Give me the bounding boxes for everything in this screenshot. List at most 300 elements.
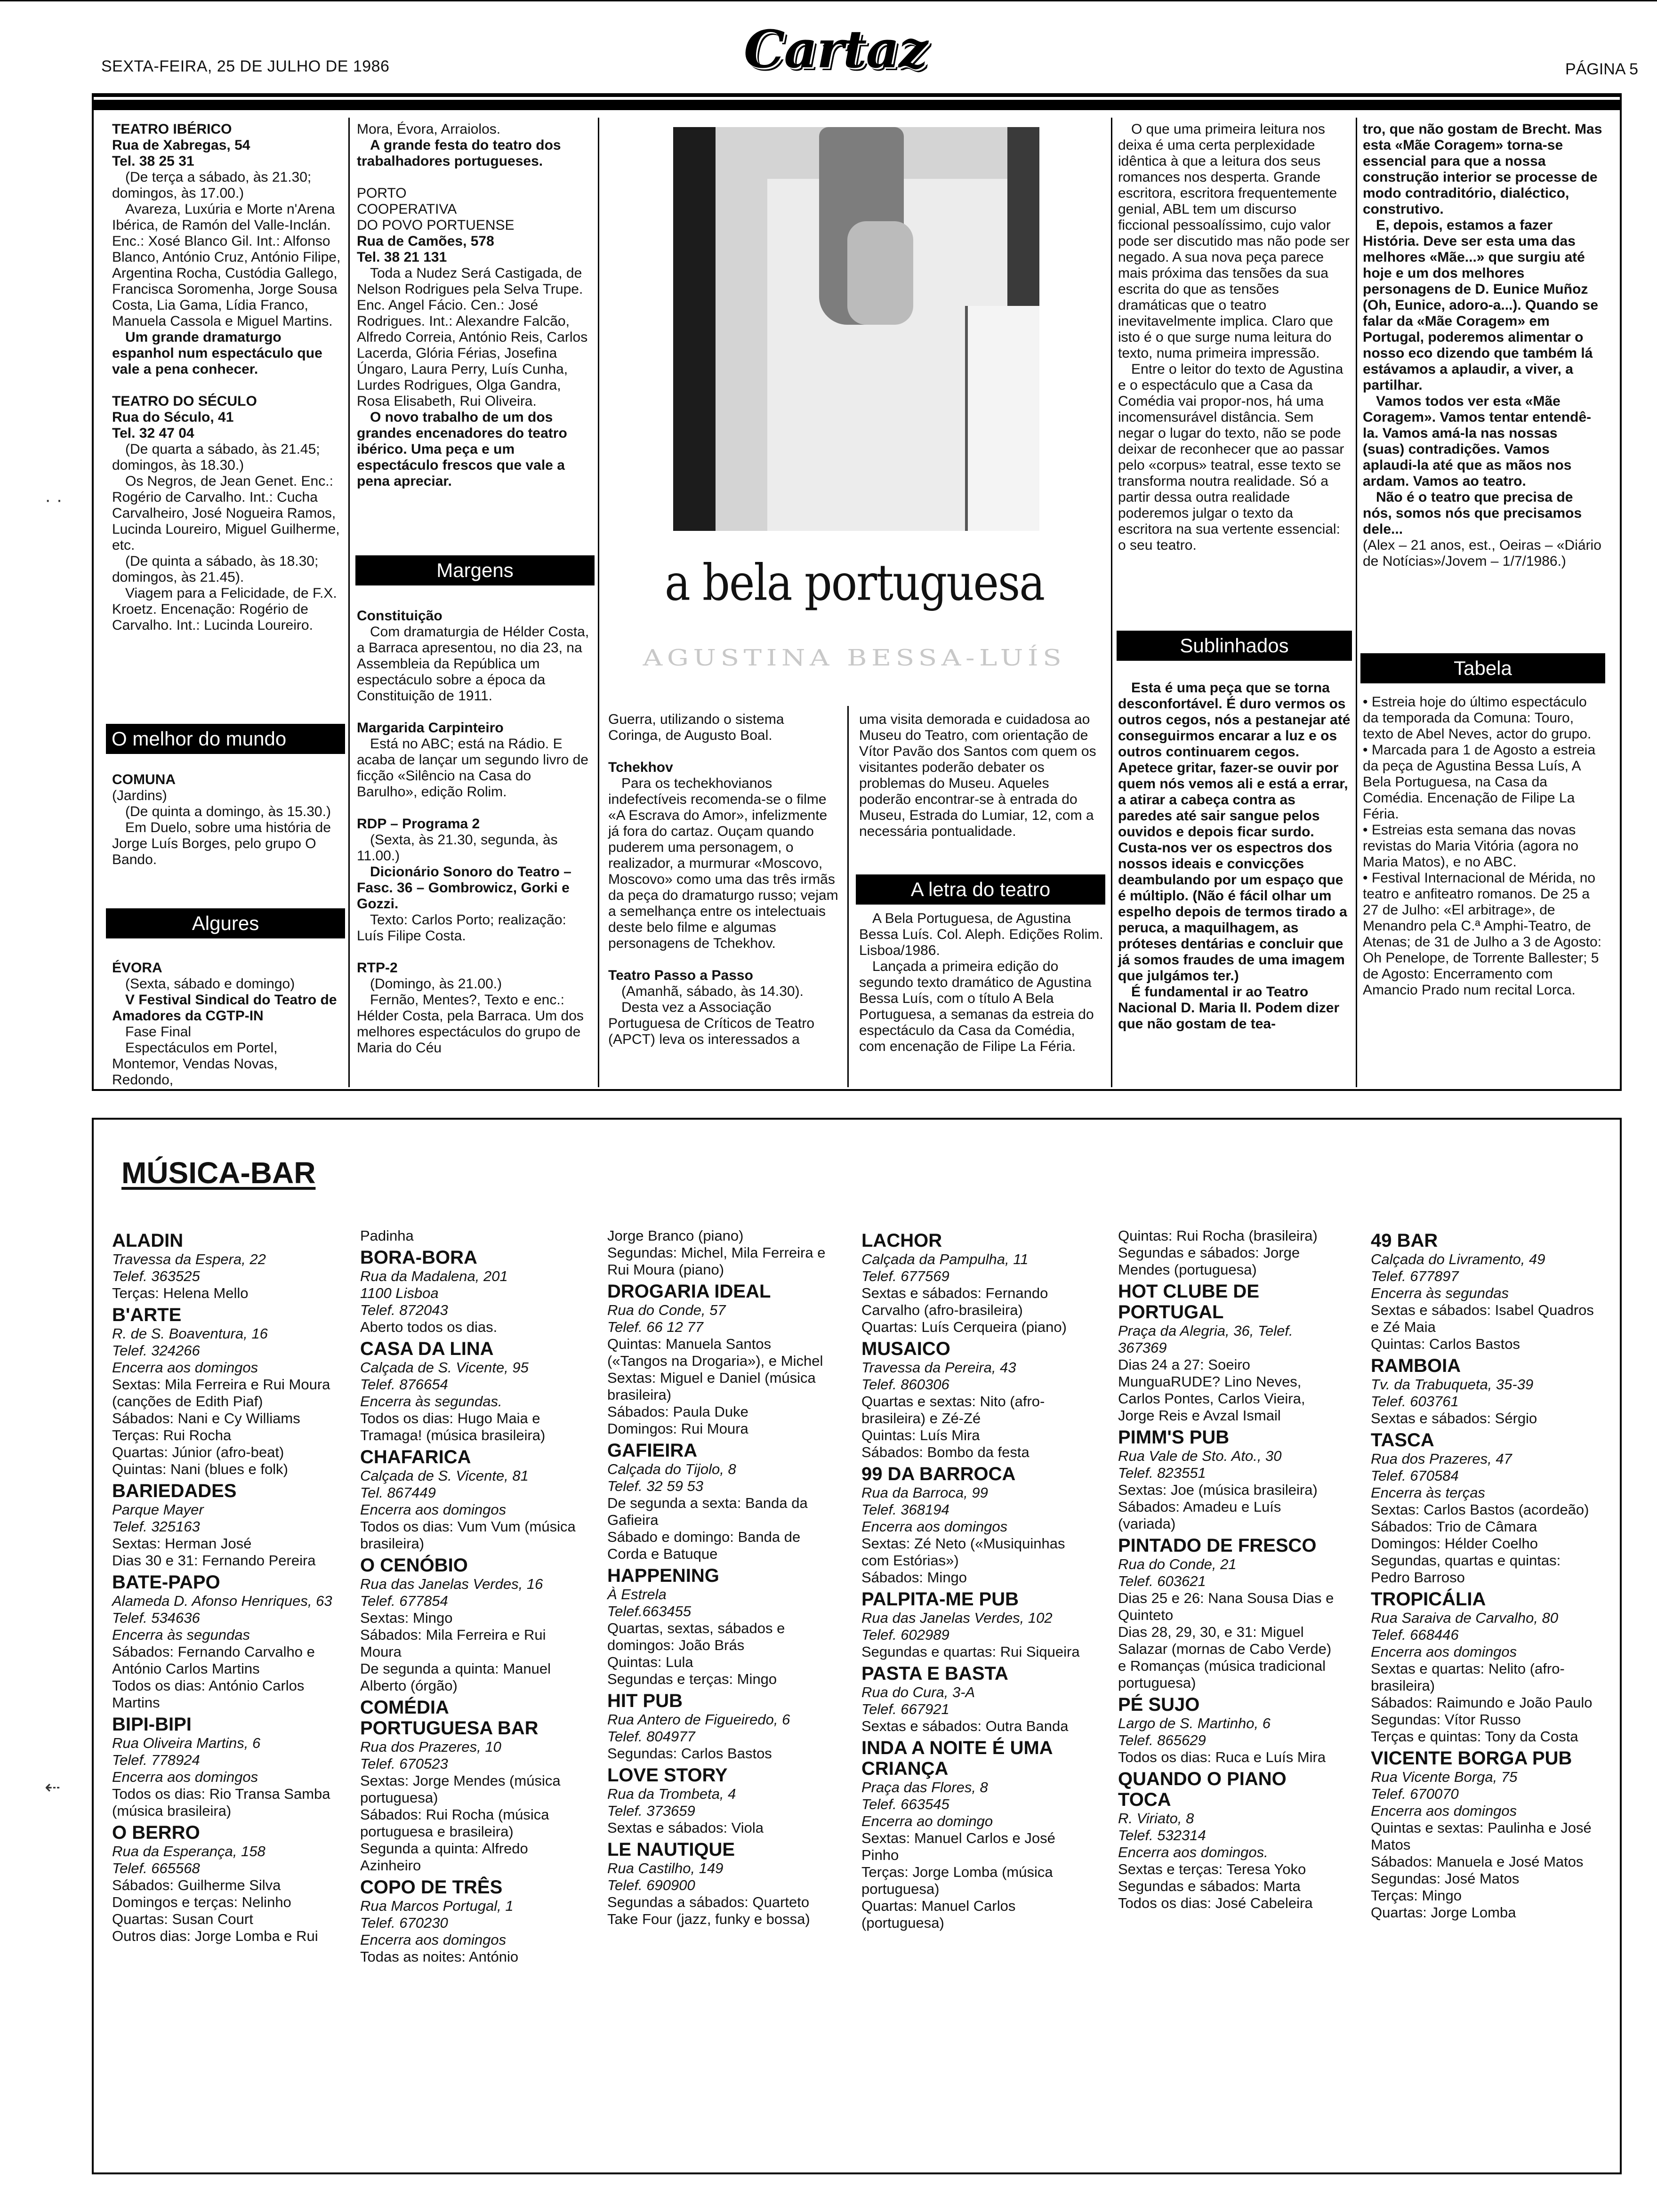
text-line: Sextas: Herman José — [112, 1535, 252, 1552]
text-line: Sábados: Rui Rocha (música portuguesa e brasileira) — [360, 1806, 549, 1840]
text-line: Encerra aos domingos — [1371, 1643, 1517, 1660]
text-line: Em Duelo, sobre uma história de Jorge Luís Borges, pelo grupo O Bando. — [112, 820, 331, 867]
text-line: Encerra ao domingo — [861, 1813, 993, 1829]
text-line: Sextas e sábados: Sérgio — [1371, 1410, 1537, 1427]
text-line: Domingos e terças: Nelinho — [112, 1894, 291, 1910]
text-line: Padinha — [360, 1227, 414, 1244]
text-line: Telef. 324266 — [112, 1342, 200, 1359]
text-line: Sábado e domingo: Banda de Corda e Batuque — [607, 1529, 801, 1562]
masthead-logo — [744, 19, 946, 89]
text-line: Rua da Esperança, 158 — [112, 1843, 265, 1859]
text-line: Fase Final — [125, 1024, 192, 1040]
text-line: Segundas e sábados: Jorge Mendes (portuguesa) — [1118, 1244, 1300, 1278]
text-line: Telef. 690900 — [607, 1877, 695, 1893]
text-line: Telef. 32 59 53 — [607, 1478, 703, 1494]
text-line: Telef. 823551 — [1118, 1465, 1206, 1481]
text-line: • Estreia hoje do último espectáculo da temporada da Comuna: Touro, texto de Abel Neves, actor do grupo. — [1363, 694, 1592, 742]
text-line: TEATRO IBÉRICO — [112, 121, 232, 137]
bar-name: DROGARIA IDEAL — [607, 1281, 771, 1302]
text-line: Sextas: Zé Neto («Musiquinhas com Estórias») — [861, 1535, 1065, 1569]
text-line: Um grande dramaturgo espanhol num espectáculo que vale a pena conhecer. — [112, 329, 322, 377]
text-line: 1100 Lisboa — [360, 1285, 439, 1301]
text-line: Rua do Conde, 21 — [1118, 1556, 1237, 1572]
text-line: Quartas: Manuel Carlos (portuguesa) — [861, 1898, 1016, 1931]
text-line: Terças: Helena Mello — [112, 1285, 249, 1301]
text-line: Telef. 667921 — [861, 1701, 949, 1717]
text-line: Todas as noites: António — [360, 1948, 519, 1965]
text-line: Sábados: Nani e Cy Williams — [112, 1410, 300, 1427]
text-line: Telef. 602989 — [861, 1627, 949, 1643]
text-line: (Alex – 21 anos, est., Oeiras – «Diário de Notícias»/Jovem – 1/7/1986.) — [1363, 537, 1601, 569]
text-line: Para os techekhovianos indefectíveis recomenda-se o filme «A Escrava do Amor», infelizmente já fora do cartaz. Ouçam quando puderem uma personagem, o realizador, a murmurar «Moscovo, Moscovo» como uma das três irmãs da peça do dramaturgo russo; vejam a semelhança entre os intelectuais deste belo filme e algumas personagens de Tchekhov. — [608, 776, 838, 951]
bar-name: TROPICÁLIA — [1371, 1589, 1486, 1610]
text-line: Fernão, Mentes?, Texto e enc.: Hélder Costa, pela Barraca. Um dos melhores espectáculos do grupo de Maria do Céu — [357, 992, 584, 1056]
text-line: Espectáculos em Portel, Montemor, Vendas Novas, Redondo, — [112, 1040, 278, 1088]
bar-name: GAFIEIRA — [607, 1440, 698, 1461]
bar-name: INDA A NOITE É UMA CRIANÇA — [861, 1738, 1053, 1779]
text-line: Alameda D. Afonso Henriques, 63 — [112, 1593, 332, 1609]
text-line: Encerra aos domingos — [1371, 1803, 1517, 1819]
text-line: Encerra aos domingos. — [1118, 1844, 1268, 1860]
text-line: Calçada de S. Vicente, 95 — [360, 1359, 529, 1376]
text-line: Tv. da Trabuqueta, 35-39 — [1371, 1376, 1534, 1393]
bar-name: BARIEDADES — [112, 1481, 237, 1501]
text-line: Sextas: Jorge Mendes (música portuguesa) — [360, 1772, 561, 1806]
bar-name: LOVE STORY — [607, 1765, 728, 1786]
text-line: Terças: Jorge Lomba (música portuguesa) — [861, 1864, 1053, 1897]
text-line: Telef. 668446 — [1371, 1627, 1459, 1643]
text-line: (Domingo, às 21.00.) — [370, 976, 502, 992]
text-line: Telef. 363525 — [112, 1268, 200, 1284]
musica-column — [360, 1227, 581, 1965]
text-line: Constituição — [357, 608, 442, 624]
text-line: R. Viriato, 8 — [1118, 1810, 1194, 1827]
text-line: Sábados: Manuela e José Matos — [1371, 1853, 1584, 1870]
text-line: Sextas: Mila Ferreira e Rui Moura (canções de Edith Piaf) — [112, 1376, 330, 1410]
column-divider — [1111, 118, 1112, 1087]
text-line: Segundas a sábados: Quarteto Take Four (jazz, funky e bossa) — [607, 1894, 810, 1927]
text-line: Todos os dias: Rio Transa Samba (música brasileira) — [112, 1786, 330, 1819]
bar-name: O CENÓBIO — [360, 1555, 468, 1576]
text-line: Travessa da Pereira, 43 — [861, 1359, 1016, 1376]
section-head-algures: Algures — [106, 908, 345, 938]
text-line: Calçada de S. Vicente, 81 — [360, 1467, 529, 1484]
text-line: Terças e quintas: Tony da Costa — [1371, 1728, 1578, 1745]
text-line: Encerra aos domingos — [360, 1501, 507, 1518]
text-line: Quintas: Luís Mira — [861, 1427, 980, 1443]
text-line: Sextas: Joe (música brasileira) — [1118, 1482, 1318, 1498]
text-line: Telef. 670230 — [360, 1915, 448, 1931]
text-line: V Festival Sindical do Teatro de Amadores da CGTP-IN — [112, 992, 337, 1024]
text-line: (De quinta a sábado, às 18.30; domingos, às 21.45). — [112, 553, 319, 585]
text-line: Encerra às terças — [1371, 1484, 1485, 1501]
text-line: O que uma primeira leitura nos deixa é uma certa perplexidade idêntica à que a leitura dos seus romances nos desperta. Grande escritora, escritora frequentemente genial, ABL tem um discurso ficcional pessoalíssimo, cujo valor pode ser discutido mas não pode ser negado. A sua nova peça parece mais próxima das tensões da sua escrita do que as tensões dramáticas que o teatro inevitavelmente implica. Claro que isto é o que surge numa leitura do texto, numa primeira impressão. — [1118, 121, 1350, 361]
text-line: Telef. 603621 — [1118, 1573, 1206, 1589]
text-line: Sábados: Amadeu e Luís (variada) — [1118, 1499, 1281, 1532]
text-line: Quintas: Lula — [607, 1654, 693, 1670]
text-line: Sábados: Guilherme Silva — [112, 1877, 281, 1893]
text-line: Rua do Conde, 57 — [607, 1302, 726, 1318]
text-line: Telef. 368194 — [861, 1501, 949, 1518]
text-line: Dias 28, 29, 30, e 31: Miguel Salazar (mornas de Cabo Verde) e Romanças (música tradicional portuguesa) — [1118, 1624, 1332, 1691]
text-line: COOPERATIVA — [357, 201, 457, 217]
text-line: Desta vez a Associação Portuguesa de Críticos de Teatro (APCT) leva os interessados a — [608, 1000, 815, 1047]
text-line: Tel. 867449 — [360, 1484, 436, 1501]
musica-column — [861, 1227, 1083, 1931]
text-line: TEATRO DO SÉCULO — [112, 393, 257, 409]
bar-name: ALADIN — [112, 1230, 184, 1251]
text-line: Jorge Branco (piano) — [607, 1227, 744, 1244]
bar-name: O BERRO — [112, 1822, 200, 1843]
text-line: Domingos: Rui Moura — [607, 1420, 748, 1437]
scan-mark: · · — [45, 489, 63, 510]
text-line: Calçada da Pampulha, 11 — [861, 1251, 1029, 1267]
section-head-margens: Margens — [355, 555, 595, 585]
text-line: Quintas e sextas: Paulinha e José Matos — [1371, 1819, 1592, 1853]
header-date: SEXTA-FEIRA, 25 DE JULHO DE 1986 — [101, 57, 390, 75]
text-line: Esta é uma peça que se torna desconfortável. É duro vermos os outros cegos, nós a pestanejar até conseguirmos encarar a luz e os outros continuarem cegos. Apetece gritar, fazer-se ouvir por quem nós vemos ali e está a errar, a atirar a cabeça contra as paredes até sair sangue pelos ouvidos e depois ficar surdo. Custa-nos ver os espectros dos nossos ideais e convicções deambulando por um espaço que é múltiplo. (Não é fácil olhar um espelho depois de termos tirado a peruca, a maquilhagem, as próteses dentárias e concluir que já somos fraudes de uma imagem que julgámos ter.) — [1118, 680, 1351, 984]
text-line: Sextas e sábados: Isabel Quadros e Zé Maia — [1371, 1302, 1594, 1335]
text-line: Encerra aos domingos — [360, 1931, 507, 1948]
text-line: Sextas e quartas: Nelito (afro-brasileira) — [1371, 1660, 1565, 1694]
text-line: Praça da Alegria, 36, Telef. 367369 — [1118, 1322, 1293, 1356]
bar-name: RAMBOIA — [1371, 1355, 1461, 1376]
text-line: Texto: Carlos Porto; realização: Luís Filipe Costa. — [357, 912, 566, 944]
text-line: Telef. 860306 — [861, 1376, 949, 1393]
text-line: Encerra aos domingos — [112, 1769, 258, 1785]
text-line: (Sexta, sábado e domingo) — [125, 976, 295, 992]
text-line: Segundas: Carlos Bastos — [607, 1745, 772, 1762]
text-line: (Amanhã, sábado, às 14.30). — [621, 984, 804, 999]
text-line: Quartas: Susan Court — [112, 1911, 253, 1927]
bar-name: B'ARTE — [112, 1305, 182, 1325]
text-line: Sextas e sábados: Outra Banda — [861, 1718, 1069, 1734]
text-line: De segunda a quinta: Manuel Alberto (órgão) — [360, 1660, 551, 1694]
text-line: Sextas e sábados: Viola — [607, 1819, 764, 1836]
text-line: Quintas: Nani (blues e folk) — [112, 1461, 288, 1477]
text-line: Sábados: Mila Ferreira e Rui Moura — [360, 1627, 546, 1660]
text-line: Telef. 66 12 77 — [607, 1319, 703, 1335]
text-line: Rua Oliveira Martins, 6 — [112, 1735, 261, 1751]
text-line: Tel. 38 25 31 — [112, 153, 194, 169]
text-line: Entre o leitor do texto de Agustina e o espectáculo que a Casa da Comédia vai propor-nos, há uma incomensurável distância. Sem negar o lugar do texto, não se pode deixar de reconhecer que ao passar pelo «corpus» teatral, esse texto se transforma noutra realidade. Só a partir dessa outra realidade poderemos julgar o texto da escritora na sua vertente essencial: o seu teatro. — [1118, 361, 1344, 553]
text-line: Todos os dias: Hugo Maia e Tramaga! (música brasileira) — [360, 1410, 546, 1443]
text-line: Domingos: Hélder Coelho — [1371, 1535, 1538, 1552]
text-line: Segundas: José Matos — [1371, 1870, 1520, 1887]
text-line: Encerra às segundas — [1371, 1285, 1509, 1301]
column-tchekhov — [608, 712, 841, 1048]
text-line: Sextas: Manuel Carlos e José Pinho — [861, 1830, 1055, 1863]
column-mae-coragem — [1363, 121, 1603, 569]
text-line: (De quinta a domingo, às 15.30.) — [125, 804, 331, 819]
text-line: Telef. 677897 — [1371, 1268, 1459, 1284]
text-line: Sextas e terças: Teresa Yoko — [1118, 1861, 1306, 1877]
bar-name: BIPI-BIPI — [112, 1714, 192, 1735]
text-line: Sextas: Miguel e Daniel (música brasileira) — [607, 1370, 816, 1403]
text-line: Telef. 677569 — [861, 1268, 949, 1284]
spacer — [112, 377, 343, 393]
text-line: Dias 25 e 26: Nana Sousa Dias e Quinteto — [1118, 1590, 1334, 1623]
text-line: Tel. 38 21 131 — [357, 249, 447, 265]
text-line: Sábados: Raimundo e João Paulo — [1371, 1694, 1593, 1711]
spacer — [357, 169, 592, 185]
text-line: Quartas e sextas: Nito (afro-brasileira) e Zé-Zé — [861, 1393, 1045, 1427]
text-line: Quartas, sextas, sábados e domingos: João Brás — [607, 1620, 785, 1653]
text-line: Rua Vicente Borga, 75 — [1371, 1769, 1518, 1785]
text-line: Outros dias: Jorge Lomba e Rui — [112, 1928, 318, 1944]
text-line: COMUNA — [112, 772, 176, 787]
text-line: Os Negros, de Jean Genet. Enc.: Rogério de Carvalho. Int.: Cucha Carvalheiro, José Nogueira Ramos, Lucinda Loureiro, Miguel Guilherme, etc. — [112, 473, 340, 553]
text-line: Telef. 665568 — [112, 1860, 200, 1876]
text-line: • Marcada para 1 de Agosto a estreia da peça de Agustina Bessa Luís, A Bela Portuguesa, na Casa da Comédia. Encenação de Filipe La Féria. — [1363, 742, 1596, 822]
section-head-a-letra-do-teatro: A letra do teatro — [856, 874, 1105, 905]
text-line: (De quarta a sábado, às 21.45; domingos, às 18.30.) — [112, 441, 320, 473]
bar-name: BATE-PAPO — [112, 1572, 220, 1593]
scan-mark: ⇠ — [45, 1777, 61, 1798]
text-line: Dias 24 a 27: Soeiro MunguaRUDE? Lino Neves, Carlos Pontes, Carlos Vieira, Jorge Reis e Avzal Ismail — [1118, 1356, 1305, 1424]
text-line: Tel. 32 47 04 — [112, 425, 194, 441]
text-line: RTP-2 — [357, 960, 398, 976]
bar-name: PINTADO DE FRESCO — [1118, 1535, 1317, 1556]
text-line: Terças: Mingo — [1371, 1887, 1462, 1904]
bar-name: COPO DE TRÊS — [360, 1877, 503, 1898]
text-line: Telef. 670070 — [1371, 1786, 1459, 1802]
musica-bar-title: MÚSICA-BAR — [121, 1156, 316, 1190]
text-line: Avareza, Luxúria e Morte n'Arena Ibérica, de Ramón del Valle-Inclán. Enc.: Xosé Blanco Gil. Int.: Alfonso Blanco, António Cruz, António Filipe, Argentina Rocha, Custódia Gallego, Francisca Soromenha, Jorge Sousa Costa, Lia Gama, Lídia Franco, Manuela Cassola e Miguel Martins. — [112, 201, 341, 329]
column-critica — [1118, 121, 1351, 553]
spacer — [357, 800, 592, 816]
text-line: Dicionário Sonoro do Teatro – Fasc. 36 – Gombrowicz, Gorki e Gozzi. — [357, 864, 571, 912]
text-line: Encerra aos domingos — [861, 1518, 1008, 1535]
text-line: Segundas e quartas: Rui Siqueira — [861, 1643, 1080, 1660]
column-divider — [348, 118, 350, 1087]
text-line: Terças: Rui Rocha — [112, 1427, 232, 1443]
text-line: Mora, Évora, Arraiolos. — [357, 121, 501, 137]
text-line: Rua da Madalena, 201 — [360, 1268, 508, 1284]
text-line: (De terça a sábado, às 21.30; domingos, às 17.00.) — [112, 169, 312, 201]
text-line: Travessa da Espera, 22 — [112, 1251, 266, 1267]
masthead-text: Cartaz — [744, 19, 927, 80]
bar-name: PASTA E BASTA — [861, 1663, 1008, 1684]
text-line: Segundas: Michel, Mila Ferreira e Rui Moura (piano) — [607, 1244, 826, 1278]
bar-name: HAPPENING — [607, 1565, 719, 1586]
column-porto — [357, 121, 592, 489]
text-line: Telef. 872043 — [360, 1302, 448, 1318]
bar-name: MUSAICO — [861, 1338, 950, 1359]
section-head-tabela: Tabela — [1360, 653, 1605, 683]
text-line: Segundas: Vítor Russo — [1371, 1711, 1521, 1728]
bar-name: QUANDO O PIANO TOCA — [1118, 1769, 1287, 1810]
text-line: Dias 30 e 31: Fernando Pereira — [112, 1552, 316, 1569]
text-line: Rua dos Prazeres, 47 — [1371, 1451, 1512, 1467]
bar-name: PIMM'S PUB — [1118, 1427, 1230, 1448]
section-head-sublinhados: Sublinhados — [1117, 631, 1352, 661]
bar-name: TASCA — [1371, 1430, 1434, 1451]
text-line: Telef. 373659 — [607, 1803, 695, 1819]
column-margens — [357, 608, 592, 1056]
text-line: Quartas: Jorge Lomba — [1371, 1904, 1516, 1921]
column-a-letra — [859, 911, 1104, 1055]
text-line: Com dramaturgia de Hélder Costa, a Barraca apresentou, no dia 23, na Assembleia da República um espectáculo sobre a época da Constituição de 1911. — [357, 624, 589, 704]
text-line: Margarida Carpinteiro — [357, 720, 504, 736]
text-line: Sábados: Trio de Câmara — [1371, 1518, 1537, 1535]
text-line: Rua do Cura, 3-A — [861, 1684, 975, 1700]
text-line: Rua da Barroca, 99 — [861, 1484, 988, 1501]
spacer — [608, 952, 841, 968]
text-line: O novo trabalho de um dos grandes encenadores do teatro ibérico. Uma peça e um espectáculo frescos que vale a pena apreciar. — [357, 409, 567, 489]
bar-name: LE NAUTIQUE — [607, 1839, 735, 1860]
text-line: A Bela Portuguesa, de Agustina Bessa Luís. Col. Aleph. Edições Rolim. Lisboa/1986. — [859, 911, 1103, 958]
bar-name: COMÉDIA PORTUGUESA BAR — [360, 1697, 539, 1739]
text-line: Aberto todos os dias. — [360, 1319, 498, 1335]
text-line: Sextas: Carlos Bastos (acordeão) — [1371, 1501, 1589, 1518]
text-line: Telef. 670523 — [360, 1755, 448, 1772]
text-line: Segunda a quinta: Alfredo Azinheiro — [360, 1840, 528, 1874]
column-museu — [859, 712, 1104, 840]
text-line: • Festival Internacional de Mérida, no teatro e anfiteatro romanos. De 25 a 27 de Julho: «El arbitrage», de Menandro pela C.ª Amphi-Teatro, de Atenas; de 31 de Julho a 3 de Agosto: Oh Penelope, de Torrente Ballester; 5 de Agosto: Encerramento com Amancio Prado num recital Lorca. — [1363, 870, 1602, 998]
text-line: Rua Antero de Figueiredo, 6 — [607, 1711, 790, 1728]
musica-column — [112, 1227, 333, 1945]
text-line: uma visita demorada e cuidadosa ao Museu do Teatro, com orientação de Vítor Pavão dos Santos com quem os visitantes poderão debater os problemas do Museu. Aqueles poderão encontrar-se à entrada do Museu, Estrada do Lumiar, 12, com a necessária pontualidade. — [859, 712, 1096, 839]
column-tabela — [1363, 694, 1603, 998]
bar-name: PÉ SUJO — [1118, 1694, 1200, 1715]
text-line: Rua Saraiva de Carvalho, 80 — [1371, 1610, 1559, 1626]
text-line: R. de S. Boaventura, 16 — [112, 1325, 268, 1342]
column-comuna — [112, 772, 343, 868]
column-divider — [1356, 118, 1357, 1087]
text-line: Telef. 876654 — [360, 1376, 448, 1393]
bar-name: BORA-BORA — [360, 1247, 477, 1268]
text-line: Quartas: Luís Cerqueira (piano) — [861, 1319, 1067, 1335]
text-line: Largo de S. Martinho, 6 — [1118, 1715, 1271, 1731]
text-line: Telef. 603761 — [1371, 1393, 1459, 1410]
text-line: Sextas: Mingo — [360, 1610, 453, 1626]
text-line: Calçada do Livramento, 49 — [1371, 1251, 1545, 1267]
text-line: Todos os dias: José Cabeleira — [1118, 1895, 1313, 1911]
spacer — [357, 704, 592, 720]
column-teatro-listings — [112, 121, 343, 633]
text-line: Telef. 677854 — [360, 1593, 448, 1609]
play-title: a bela portuguesa — [664, 553, 1045, 612]
bar-name: 99 DA BARROCA — [861, 1464, 1016, 1484]
text-line: De segunda a sexta: Banda da Gafieira — [607, 1495, 808, 1528]
text-line: Sábados: Fernando Carvalho e António Carlos Martins — [112, 1643, 315, 1677]
text-line: Rua da Trombeta, 4 — [607, 1786, 736, 1802]
text-line: Telef. 534636 — [112, 1610, 200, 1626]
play-photo — [673, 127, 1039, 531]
text-line: Telef. 865629 — [1118, 1732, 1206, 1748]
text-line: Quintas: Carlos Bastos — [1371, 1336, 1520, 1352]
text-line: (Sexta, às 21.30, segunda, às 11.00.) — [357, 832, 558, 864]
bar-name: CHAFARICA — [360, 1447, 471, 1467]
text-line: PORTO — [357, 185, 407, 201]
text-line: Sábados: Mingo — [861, 1569, 967, 1586]
text-line: À Estrela — [607, 1586, 667, 1603]
text-line: E, depois, estamos a fazer História. Deve ser esta uma das melhores «Mãe...» que surgiu até hoje e um dos melhores personagens de D. Eunice Muñoz (Oh, Eunice, adoro-a...). Quando se falar da «Mãe Coragem» em Portugal, poderemos alimentar o nosso eco dizendo que também lá estávamos a aplaudir, a viver, a partilhar. — [1363, 217, 1599, 393]
text-line: Tchekhov — [608, 760, 673, 775]
text-line: Rua de Camões, 578 — [357, 233, 494, 249]
text-line: Segundas e terças: Mingo — [607, 1671, 777, 1687]
spacer — [608, 744, 841, 760]
text-line: Sábados: Bombo da festa — [861, 1444, 1030, 1460]
musica-column — [607, 1227, 828, 1928]
text-line: Rua das Janelas Verdes, 102 — [861, 1610, 1053, 1626]
bar-name: CASA DA LINA — [360, 1338, 494, 1359]
text-line: A grande festa do teatro dos trabalhadores portugueses. — [357, 137, 561, 169]
column-divider — [598, 118, 599, 1087]
text-line: Segundas, quartas e quintas: Pedro Barroso — [1371, 1552, 1561, 1586]
text-line: Segundas e sábados: Marta — [1118, 1878, 1301, 1894]
text-line: Quintas: Rui Rocha (brasileira) — [1118, 1227, 1318, 1244]
top-edge-rule — [0, 0, 1657, 1]
text-line: Calçada do Tijolo, 8 — [607, 1461, 736, 1477]
text-line: Telef. 325163 — [112, 1518, 200, 1535]
musica-column — [1371, 1227, 1597, 1921]
bar-name: LACHOR — [861, 1230, 942, 1251]
text-line: tro, que não gostam de Brecht. Mas esta «Mãe Coragem» torna-se essencial para que a nossa construção interior se processe de modo contraditório, dialéctico, construtivo. — [1363, 121, 1602, 217]
spacer — [357, 944, 592, 960]
text-line: DO POVO PORTUENSE — [357, 217, 515, 233]
text-line: Lançada a primeira edição do segundo texto dramático de Agustina Bessa Luís, com o título A Bela Portuguesa, a semanas da estreia do espectáculo da Casa da Comédia, com encenação de Filipe La Féria. — [859, 959, 1094, 1054]
column-sublinhados — [1118, 680, 1351, 1032]
text-line: Sextas e sábados: Fernando Carvalho (afro-brasileira) — [861, 1285, 1048, 1318]
text-line: Está no ABC; está na Rádio. E acaba de lançar um segundo livro de ficção «Silêncio na Casa do Barulho», edição Rolim. — [357, 736, 588, 800]
text-line: É fundamental ir ao Teatro Nacional D. Maria II. Podem dizer que não gostam de tea- — [1118, 984, 1340, 1032]
text-line: RDP – Programa 2 — [357, 816, 480, 832]
text-line: Telef. 804977 — [607, 1728, 695, 1745]
text-line: Guerra, utilizando o sistema Coringa, de Augusto Boal. — [608, 712, 784, 743]
column-divider — [847, 706, 849, 1087]
text-line: Viagem para a Felicidade, de F.X. Kroetz. Encenação: Rogério de Carvalho. Int.: Lucinda Loureiro. — [112, 585, 337, 633]
play-author: AGUSTINA BESSA-LUÍS — [643, 645, 1066, 671]
text-line: Telef. 532314 — [1118, 1827, 1206, 1843]
musica-column — [1118, 1227, 1339, 1912]
text-line: Todos os dias: António Carlos Martins — [112, 1677, 305, 1711]
bar-name: HOT CLUBE DE PORTUGAL — [1118, 1281, 1259, 1322]
text-line: Rua Castilho, 149 — [607, 1860, 724, 1876]
text-line: Telef.663455 — [607, 1603, 692, 1619]
text-line: Rua Vale de Sto. Ato., 30 — [1118, 1448, 1282, 1464]
column-evora — [112, 960, 343, 1088]
text-line: Toda a Nudez Será Castigada, de Nelson Rodrigues pela Selva Trupe. Enc. Angel Fácio. Cen.: José Rodrigues. Int.: Alexandre Falcão, Alfredo Correia, António Reis, Carlos Lacerda, Glória Férias, Josefina Úngaro, Laura Perry, Luís Cunha, Lurdes Rodrigues, Olga Gandra, Rosa Elisabeth, Rui Oliveira. — [357, 265, 588, 409]
text-line: Vamos todos ver esta «Mãe Coragem». Vamos tentar entendê-la. Vamos amá-la nas nossas (suas) contradições. Vamos aplaudi-la até que as mãos nos ardam. Vamos ao teatro. — [1363, 393, 1592, 489]
text-line: Não é o teatro que precisa de nós, somos nós que precisamos dele... — [1363, 489, 1582, 537]
text-line: Quintas: Manuela Santos («Tangos na Drogaria»), e Michel — [607, 1336, 823, 1369]
text-line: • Estreias esta semana das novas revistas do Maria Vitória (agora no Maria Matos), e no ABC. — [1363, 822, 1578, 870]
bar-name: 49 BAR — [1371, 1230, 1438, 1251]
text-line: Telef. 778924 — [112, 1752, 200, 1768]
text-line: Encerra às segundas. — [360, 1393, 502, 1410]
text-line: Telef. 663545 — [861, 1796, 949, 1812]
text-line: Rua de Xabregas, 54 — [112, 137, 250, 153]
text-line: Rua dos Prazeres, 10 — [360, 1739, 501, 1755]
page-number: PÁGINA 5 — [1565, 60, 1638, 78]
text-line: Teatro Passo a Passo — [608, 968, 753, 983]
text-line: Parque Mayer — [112, 1501, 204, 1518]
text-line: ÉVORA — [112, 960, 162, 976]
bar-name: VICENTE BORGA PUB — [1371, 1748, 1572, 1769]
text-line: Encerra às segundas — [112, 1627, 250, 1643]
text-line: Rua das Janelas Verdes, 16 — [360, 1576, 543, 1592]
bar-name: HIT PUB — [607, 1691, 683, 1711]
text-line: Todos os dias: Ruca e Luís Mira — [1118, 1749, 1326, 1765]
text-line: Telef. 670584 — [1371, 1467, 1459, 1484]
text-line: Sábados: Paula Duke — [607, 1403, 748, 1420]
text-line: Rua do Século, 41 — [112, 409, 234, 425]
text-line: Encerra aos domingos — [112, 1359, 258, 1376]
text-line: Rua Marcos Portugal, 1 — [360, 1898, 514, 1914]
text-line: Quartas: Júnior (afro-beat) — [112, 1444, 284, 1460]
